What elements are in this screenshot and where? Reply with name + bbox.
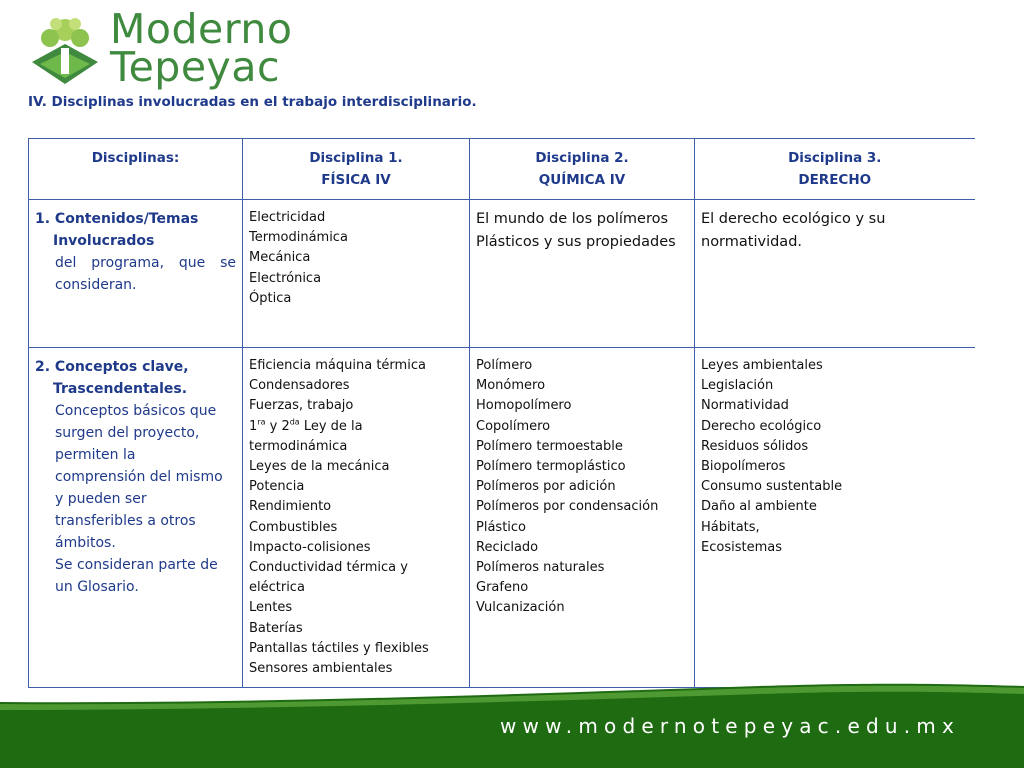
cell-fisica-contenidos: Electricidad Termodinámica Mecánica Electrónica Óptica (243, 200, 470, 348)
cell-derecho-conceptos: Leyes ambientales Legislación Normatividad Derecho ecológico Residuos sólidos Biopolímeros Consumo sustentable Daño al ambiente Hábitats, Ecosistemas (695, 348, 975, 688)
cell-derecho-contenidos: El derecho ecológico y su normatividad. (695, 200, 975, 348)
table-header-row (29, 139, 975, 200)
cell-fisica-conceptos: Eficiencia máquina térmica Condensadores Fuerzas, trabajo $1^{ra}$ y $2^{da}$ Ley de la termodinámica Leyes de la mecánica Potencia Rendimiento Combustibles Impacto-colisiones Conductividad térmica y eléctrica Lentes Baterías Pantallas táctiles y flexibles Sensores ambientales (243, 348, 470, 688)
logo-tree-icon (28, 14, 102, 92)
logo-wordmark: Moderno Tepeyac (110, 5, 293, 91)
disciplines-table (28, 138, 975, 688)
cell-quimica-contenidos: El mundo de los polímeros Plásticos y sus propiedades (470, 200, 695, 348)
row-label-contenidos: 1. Contenidos/Temas Involucrados del programa, que se consideran. (29, 200, 243, 348)
header-disciplina-1: Disciplina 1. FÍSICA IV (243, 139, 470, 200)
table-row (29, 348, 975, 688)
ley-termodinamica-line: $1^{ra}$ y $2^{da}$ Ley de la (249, 417, 363, 434)
cell-quimica-conceptos: Polímero Monómero Homopolímero Copolímero Polímero termoestable Polímero termoplástico Polímeros por adición Polímeros por condensación Plástico Reciclado Polímeros naturales Grafeno Vulcanización (470, 348, 695, 688)
table-row (29, 200, 975, 348)
header-disciplina-3: Disciplina 3. DERECHO (695, 139, 975, 200)
section-title: IV. Disciplinas involucradas en el trabajo interdisciplinario. (28, 94, 477, 110)
footer-url[interactable]: www.modernotepeyac.edu.mx (499, 714, 960, 738)
header-disciplina-2: Disciplina 2. QUÍMICA IV (470, 139, 695, 200)
row-label-conceptos: 2. Conceptos clave, Trascendentales. Conceptos básicos que surgen del proyecto, permiten la comprensión del mismo y pueden ser transferibles a otros ámbitos. Se consideran parte de un Glosario. (29, 348, 243, 688)
header-disciplinas: Disciplinas: (29, 139, 243, 200)
